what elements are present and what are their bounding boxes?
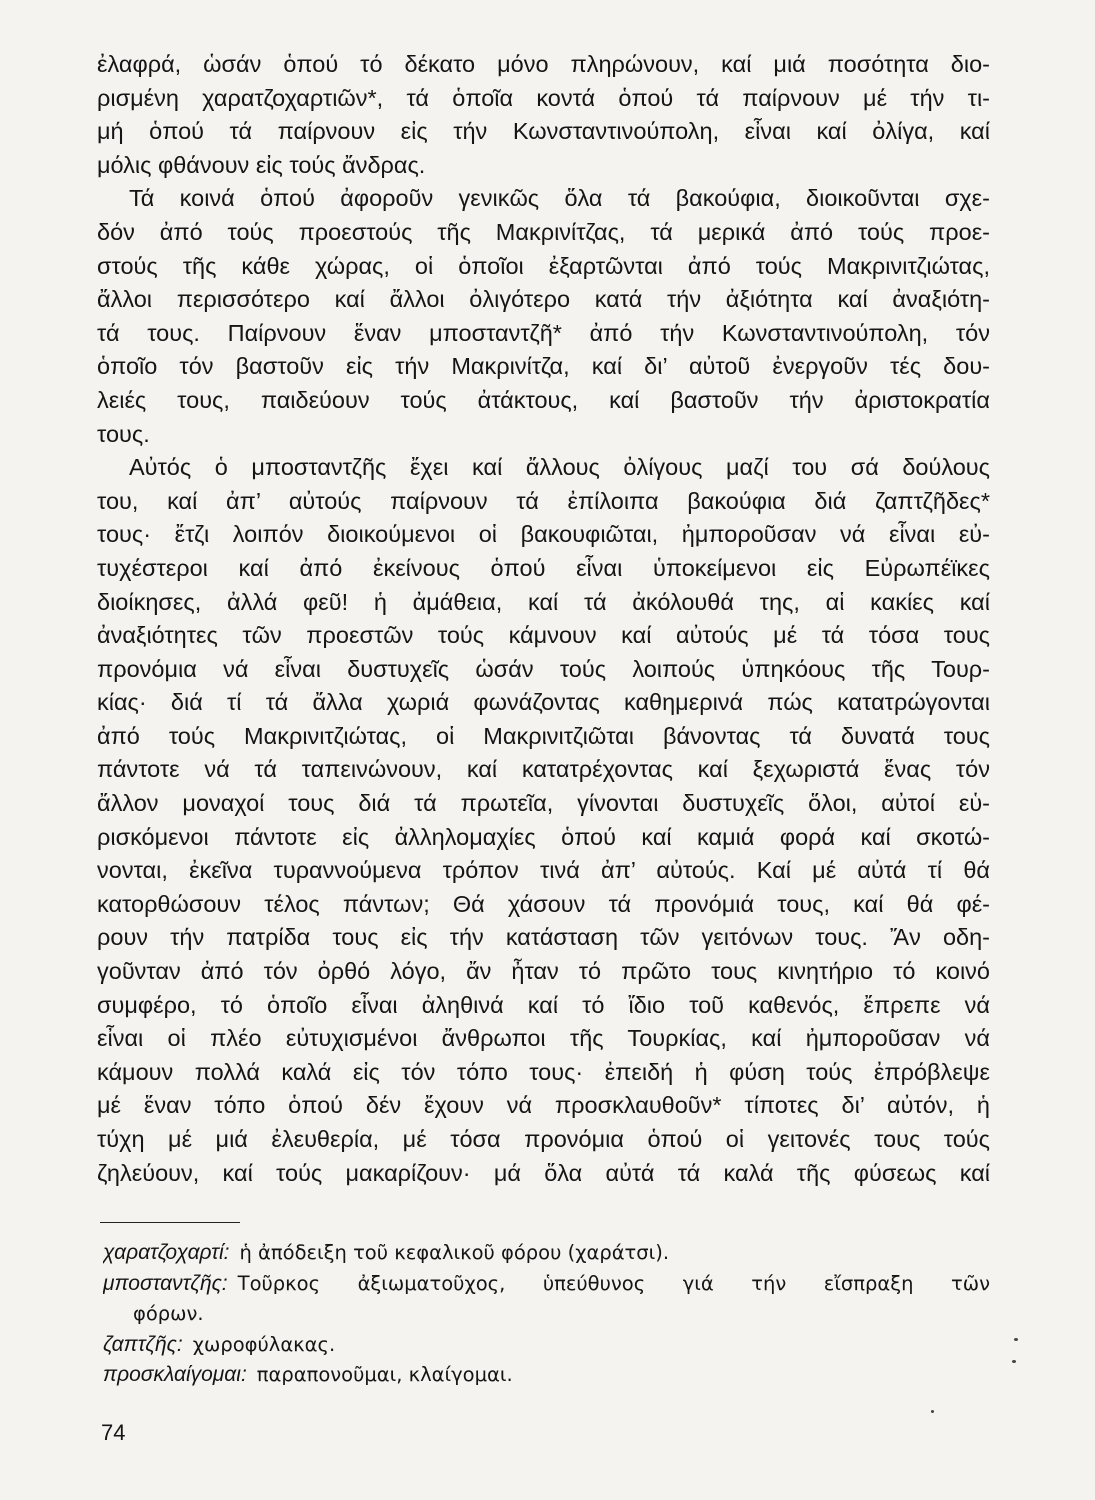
- footnote-definition: Τοῦρκος ἀξιωματοῦχος, ὑπεύθυνος γιά τήν εἴσπραξη τῶν: [237, 1271, 990, 1295]
- text-line: ζηλεύουν, καί τούς μακαρίζουν· μά ὅλα αὐτά τά καλά τῆς φύσεως καί: [97, 1159, 990, 1186]
- footnote-definition: χωροφύλακας.: [192, 1332, 336, 1356]
- text-line: τους.: [97, 420, 150, 447]
- text-line: τυχέστεροι καί ἀπό ἐκείνους ὁπού εἶναι ὑποκείμενοι εἰς Εὐρωπέϊκες: [97, 554, 990, 581]
- footnote: [103, 1330, 990, 1361]
- text-line: μή ὁπού τά παίρνουν εἰς τήν Κωνσταντινούπολη, εἶναι καί ὀλίγα, καί: [97, 118, 990, 145]
- footnote-term: ζαπτζῆς:: [103, 1332, 183, 1356]
- text-line: ἄλλον μοναχοί τους διά τά πρωτεῖα, γίνονται δυστυχεῖς ὅλοι, αὐτοί εὑ-: [97, 790, 990, 817]
- text-line: τύχη μέ μιά ἐλευθερία, μέ τόσα προνόμια ὁπού οἱ γειτονές τους τούς: [97, 1126, 990, 1152]
- text-line: ἀναξιότητες τῶν προεστῶν τούς κάμνουν καί αὐτούς μέ τά τόσα τους: [97, 622, 990, 649]
- text-line: ρισμένη χαρατζοχαρτιῶν*, τά ὁποῖα κοντά ὁπού τά παίρνουν μέ τήν τι-: [97, 84, 990, 111]
- text-line: ρουν τήν πατρίδα τους εἰς τήν κατάσταση τῶν γειτόνων τους. Ἄν οδη-: [97, 924, 990, 951]
- text-line: εἶναι οἱ πλέο εὐτυχισμένοι ἄνθρωποι τῆς Τουρκίας, καί ἠμποροῦσαν νά: [97, 1025, 990, 1052]
- text-line: τά τους. Παίρνουν ἕναν μποσταντζῆ* ἀπό τήν Κωνσταντινούπολη, τόν: [97, 319, 990, 346]
- text-line: δόν ἀπό τούς προεστούς τῆς Μακρινίτζας, τά μερικά ἀπό τούς προε-: [97, 218, 990, 245]
- footnote-term: προσκλαίγομαι:: [103, 1363, 247, 1386]
- text-line: τους· ἔτζι λοιπόν διοικούμενοι οἱ βακουφιῶται, ἠμποροῦσαν νά εἶναι εὐ-: [97, 521, 990, 548]
- text-line: λειές τους, παιδεύουν τούς ἀτάκτους, καί βαστοῦν τήν ἀριστοκρατία: [97, 386, 990, 413]
- text-line: προνόμια νά εἶναι δυστυχεῖς ὡσάν τούς λοιπούς ὑπηκόους τῆς Τουρ-: [97, 655, 990, 682]
- scan-speck: [1012, 1360, 1016, 1363]
- text-line: ἐλαφρά, ὡσάν ὁπού τό δέκατο μόνο πληρώνουν, καί μιά ποσότητα διο-: [97, 51, 990, 77]
- footnote: [103, 1360, 990, 1391]
- text-line: ἄλλοι περισσότερο καί ἄλλοι ὀλιγότερο κατά τήν ἀξιότητα καί ἀναξιότη-: [97, 286, 990, 313]
- page-number: 74: [101, 1420, 126, 1445]
- footnote-divider: [100, 1222, 240, 1223]
- text-line: στούς τῆς κάθε χώρας, οἱ ὁποῖοι ἐξαρτῶνται ἀπό τούς Μακρινιτζιώτας,: [97, 252, 990, 279]
- text-line: ὁποῖο τόν βαστοῦν εἰς τήν Μακρινίτζα, καί δι’ αὐτοῦ ἐνεργοῦν τές δου-: [97, 353, 990, 380]
- scan-speck: [931, 1410, 934, 1413]
- text-line: Τά κοινά ὁπού ἀφοροῦν γενικῶς ὅλα τά βακούφια, διοικοῦνται σχε-: [129, 185, 990, 212]
- footnote: [103, 1238, 990, 1269]
- text-line: του, καί ἀπ’ αὐτούς παίρνουν τά ἐπίλοιπα βακούφια διά ζαπτζῆδες*: [97, 487, 990, 514]
- text-line: γοῦνταν ἀπό τόν ὀρθό λόγο, ἄν ἦταν τό πρῶτο τους κινητήριο τό κοινό: [97, 958, 990, 985]
- footnote-term: χαρατζοχαρτί:: [103, 1241, 230, 1264]
- text-line: διοίκησες, ἀλλά φεῦ! ἡ ἀμάθεια, καί τά ἀκόλουθά της, αἱ κακίες καί: [97, 588, 990, 615]
- text-line: κάμουν πολλά καλά εἰς τόν τόπο τους· ἐπειδή ἡ φύση τούς ἐπρόβλεψε: [97, 1058, 990, 1085]
- text-line: ἀπό τούς Μακρινιτζιώτας, οἱ Μακρινιτζιῶται βάνοντας τά δυνατά τους: [97, 722, 990, 749]
- footnotes: [103, 1238, 990, 1391]
- text-line: ρισκόμενοι πάντοτε εἰς ἀλληλομαχίες ὁπού καί καμιά φορά καί σκοτώ-: [97, 823, 990, 850]
- body-text: [97, 48, 990, 1190]
- text-line: μέ ἕναν τόπο ὁπού δέν ἔχουν νά προσκλαυθοῦν* τίποτες δι’ αὐτόν, ἡ: [97, 1092, 990, 1119]
- footnote: [103, 1269, 990, 1300]
- footnote-continuation: φόρων.: [133, 1302, 204, 1325]
- footnote-definition: ἡ ἀπόδειξη τοῦ κεφαλικοῦ φόρου (χαράτσι).: [239, 1241, 670, 1264]
- footnote-term: μποσταντζῆς:: [103, 1271, 228, 1295]
- text-line: πάντοτε νά τά ταπεινώνουν, καί κατατρέχοντας καί ξεχωριστά ἕνας τόν: [97, 756, 990, 783]
- text-line: κατορθώσουν τέλος πάντων; Θά χάσουν τά προνόμιά τους, καί θά φέ-: [97, 890, 990, 917]
- text-line: συμφέρο, τό ὁποῖο εἶναι ἀληθινά καί τό ἴδιο τοῦ καθενός, ἔπρεπε νά: [97, 991, 990, 1018]
- footnote-definition: παραπονοῦμαι, κλαίγομαι.: [256, 1363, 513, 1386]
- text-line: κίας· διά τί τά ἄλλα χωριά φωνάζοντας καθημερινά πώς κατατρώγονται: [97, 689, 990, 716]
- text-line: Αὐτός ὁ μποσταντζῆς ἔχει καί ἄλλους ὀλίγους μαζί του σά δούλους: [129, 454, 990, 481]
- text-line: μόλις φθάνουν εἰς τούς ἄνδρας.: [97, 151, 426, 178]
- text-line: νονται, ἐκεῖνα τυραννούμενα τρόπον τινά ἀπ’ αὐτούς. Καί μέ αὐτά τί θά: [97, 857, 990, 884]
- scan-speck: [1014, 1338, 1018, 1341]
